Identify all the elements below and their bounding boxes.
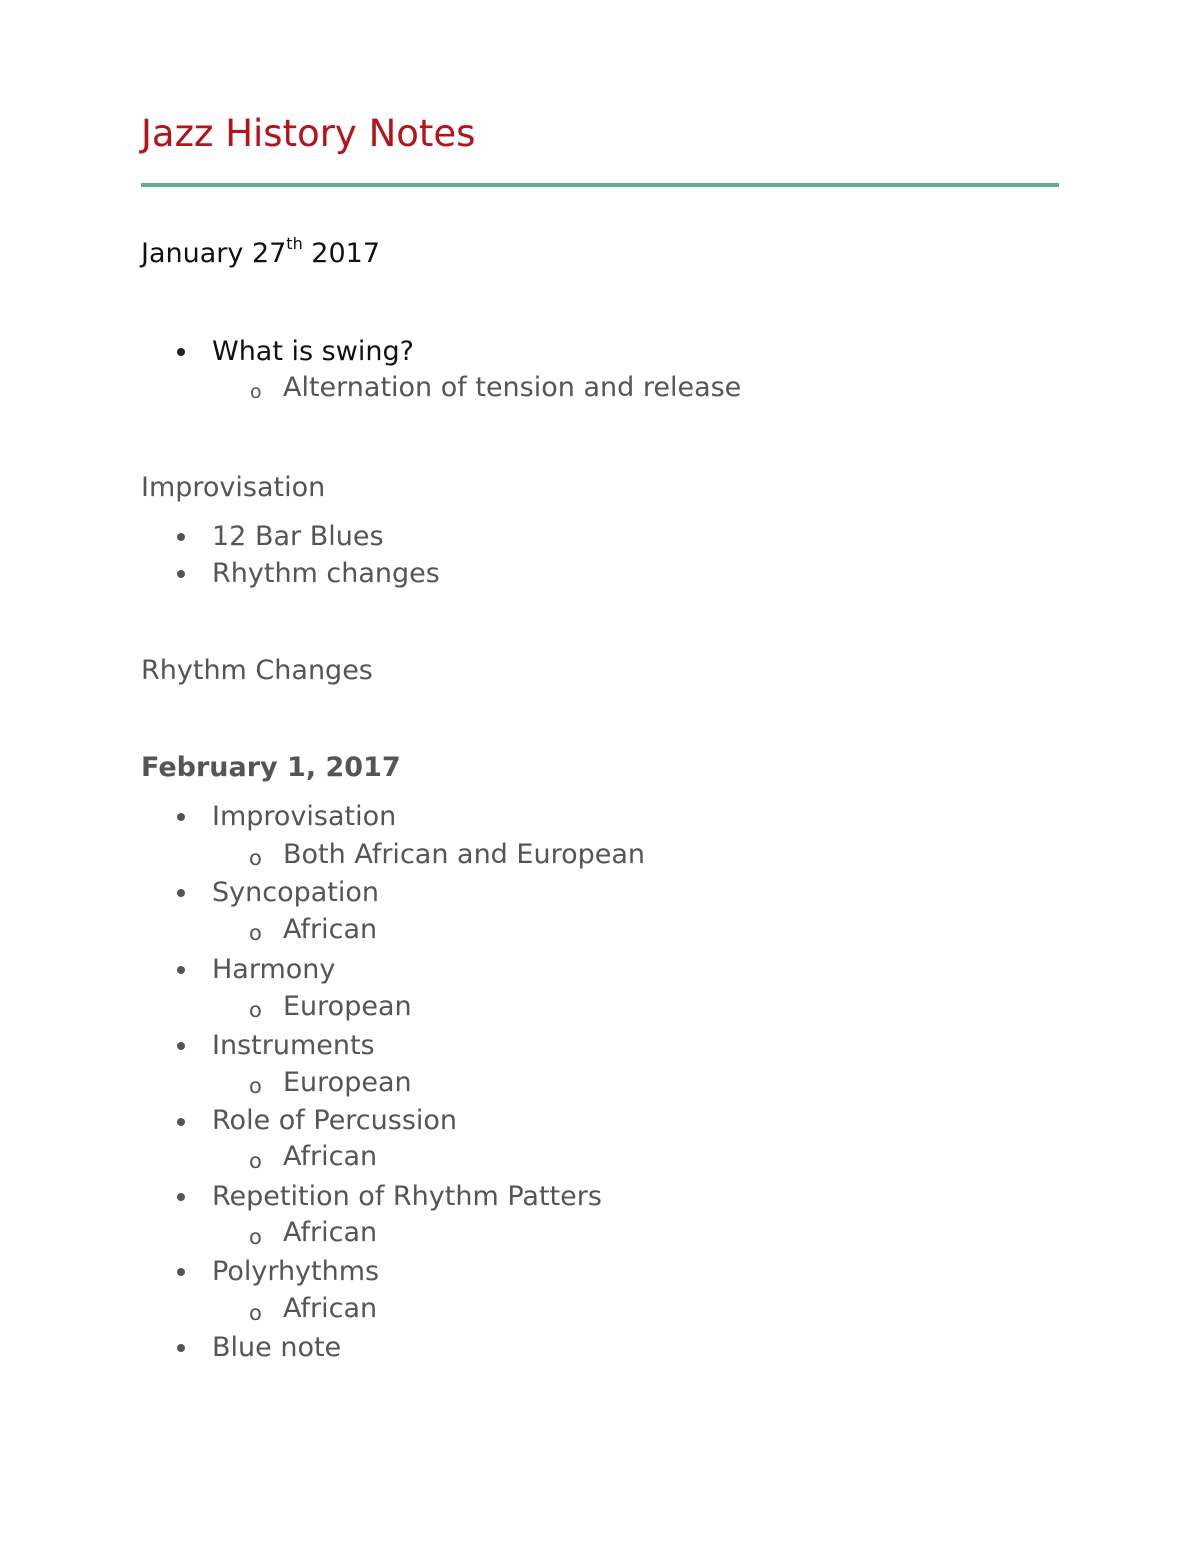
sub-list-item: Both African and European bbox=[283, 839, 646, 870]
date-heading-february: February 1, 2017 bbox=[141, 752, 401, 783]
sub-bullet-icon: o bbox=[249, 1225, 262, 1249]
sub-bullet-icon: o bbox=[249, 1149, 262, 1173]
date-heading-january bbox=[141, 234, 381, 270]
bullet-icon bbox=[177, 570, 185, 578]
list-item: Rhythm changes bbox=[212, 558, 440, 589]
sub-list-item: European bbox=[283, 1067, 412, 1098]
list-item: Repetition of Rhythm Patters bbox=[212, 1181, 602, 1212]
date-year: 2017 bbox=[302, 238, 381, 269]
sub-list-item: African bbox=[283, 1293, 378, 1324]
bullet-icon bbox=[177, 889, 185, 897]
list-item: Polyrhythms bbox=[212, 1256, 380, 1287]
bullet-icon bbox=[177, 533, 185, 541]
bullet-icon bbox=[177, 1268, 185, 1276]
sub-list-item: African bbox=[283, 1141, 378, 1172]
bullet-icon bbox=[177, 1193, 185, 1201]
sub-bullet-icon: o bbox=[249, 921, 262, 945]
sub-bullet-icon: o bbox=[249, 846, 262, 870]
sub-list-item: African bbox=[283, 914, 378, 945]
list-item: What is swing? bbox=[212, 336, 414, 367]
bullet-icon bbox=[177, 813, 185, 821]
sub-bullet-icon: o bbox=[249, 1074, 262, 1098]
bullet-icon bbox=[177, 966, 185, 974]
title-divider bbox=[141, 183, 1059, 187]
sub-list-item: African bbox=[283, 1217, 378, 1248]
sub-list-item: Alternation of tension and release bbox=[283, 372, 742, 403]
sub-list-item: European bbox=[283, 991, 412, 1022]
date-superscript: th bbox=[286, 234, 303, 253]
sub-bullet-icon: o bbox=[249, 998, 262, 1022]
sub-bullet-icon: o bbox=[249, 1301, 262, 1325]
bullet-icon bbox=[177, 1118, 185, 1126]
bullet-icon bbox=[177, 348, 185, 356]
page-title: Jazz History Notes bbox=[141, 112, 476, 155]
list-item: Improvisation bbox=[212, 801, 397, 832]
section-heading-improvisation: Improvisation bbox=[141, 472, 326, 503]
sub-bullet-icon: o bbox=[250, 381, 262, 403]
section-heading-rhythm-changes: Rhythm Changes bbox=[141, 655, 373, 686]
list-item: Harmony bbox=[212, 954, 336, 985]
date-text: January 27 bbox=[141, 238, 287, 269]
bullet-icon bbox=[177, 1344, 185, 1352]
list-item: Blue note bbox=[212, 1332, 342, 1363]
list-item: 12 Bar Blues bbox=[212, 521, 384, 552]
bullet-icon bbox=[177, 1042, 185, 1050]
list-item: Syncopation bbox=[212, 877, 379, 908]
list-item: Role of Percussion bbox=[212, 1105, 458, 1136]
list-item: Instruments bbox=[212, 1030, 375, 1061]
